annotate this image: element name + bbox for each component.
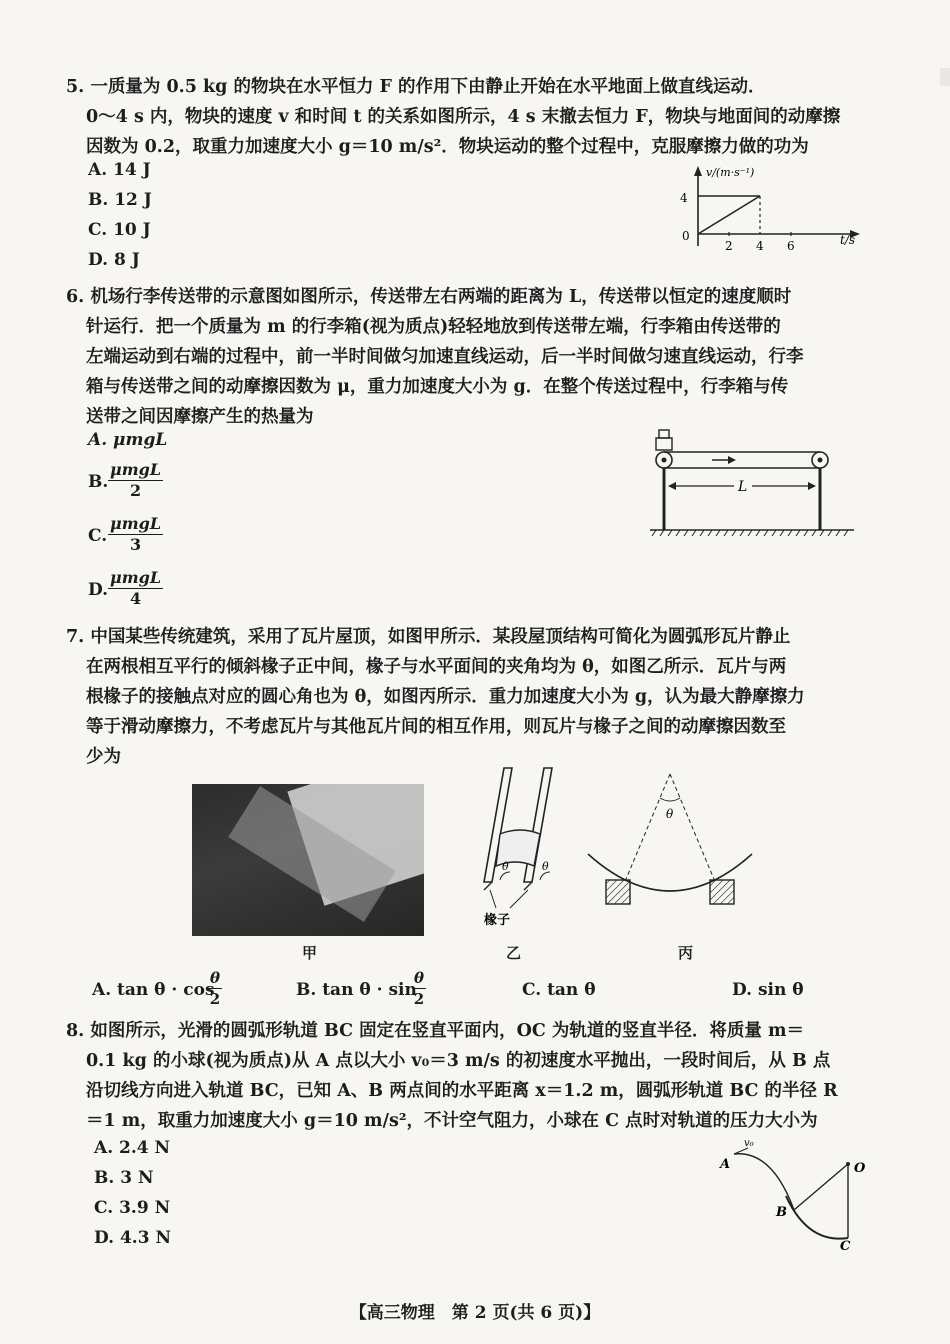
q5-y-label: v/(m·s⁻¹) xyxy=(706,166,755,179)
q7-line-5: 少为 xyxy=(86,747,121,767)
q6-line-2: 针运行．把一个质量为 m 的行李箱(视为质点)轻轻地放到传送带左端，行李箱由传送带的 xyxy=(86,317,781,337)
q6-line-4: 箱与传送带之间的动摩擦因数为 μ，重力加速度大小为 g．在整个传送过程中，行李箱与传 xyxy=(86,377,789,397)
q5-option-a: A. 14 J xyxy=(88,160,151,180)
q5-origin: 0 xyxy=(682,229,690,243)
q5-x-tick-6: 6 xyxy=(787,239,795,253)
edge-mark xyxy=(940,68,950,86)
q7-angle-label-left: θ xyxy=(502,860,509,873)
q7-option-b-text: B. tan θ · sin xyxy=(296,980,417,1000)
q7-photo-roof-tiles xyxy=(192,784,424,936)
q5-option-b: B. 12 J xyxy=(88,190,152,210)
q7-option-a-text: A. tan θ · cos xyxy=(92,980,215,1000)
q5-y-arrow xyxy=(694,166,702,176)
q7-option-d: D. sin θ xyxy=(732,980,804,1000)
question-7 xyxy=(66,622,866,772)
q7-rafter-bases xyxy=(484,882,532,890)
q7-arc-tile-diagram xyxy=(580,768,760,928)
q7-angle-label-right: θ xyxy=(542,860,549,873)
q5-line-1: 5. 一质量为 0.5 kg 的物块在水平恒力 F 的作用下由静止开始在水平地面上做直线运动． xyxy=(66,77,766,97)
q7-rafters-diagram xyxy=(470,762,570,932)
q7-angle-arc-right xyxy=(540,872,550,880)
q7-center-angle-arc xyxy=(660,798,680,801)
q8-label-v0: v₀ xyxy=(744,1138,754,1149)
q8-line-1: 8. 如图所示，光滑的圆弧形轨道 BC 固定在竖直平面内，OC 为轨道的竖直半径．将质量 m＝ xyxy=(66,1021,804,1041)
q6-line-5: 送带之间因摩擦产生的热量为 xyxy=(86,407,314,427)
q7-option-c: C. tan θ xyxy=(522,980,596,1000)
q7-caption-yi: 乙 xyxy=(506,944,522,962)
q6-option-b-den: 2 xyxy=(129,481,142,500)
q7-option-b-den: 2 xyxy=(413,990,425,1008)
q5-option-c: C. 10 J xyxy=(88,220,151,240)
page-footer: 【高三物理 第 2 页(共 6 页)】 xyxy=(349,1303,601,1323)
q6-length-label: L xyxy=(738,479,748,495)
q5-line-2: 0～4 s 内，物块的速度 v 和时间 t 的关系如图所示，4 s 末撤去恒力 F，物块与地面间的动摩擦 xyxy=(86,107,841,127)
q6-option-d-label: D. xyxy=(88,580,109,600)
q5-velocity-time-graph xyxy=(672,162,868,262)
question-5 xyxy=(66,72,866,162)
q7-option-a-den: 2 xyxy=(209,990,221,1008)
q6-option-d-den: 4 xyxy=(129,589,142,608)
q7-caption-bing: 丙 xyxy=(678,944,694,962)
q6-line-1: 6. 机场行李传送带的示意图如图所示，传送带左右两端的距离为 L，传送带以恒定的速度顺时 xyxy=(66,287,792,307)
q6-option-d-num: μmgL xyxy=(110,568,162,587)
q7-option-a xyxy=(92,980,215,1000)
q6-option-c-label: C. xyxy=(88,526,108,546)
q8-line-3: 沿切线方向进入轨道 BC，已知 A、B 两点间的水平距离 x＝1.2 m，圆弧形轨道 BC 的半径 R xyxy=(86,1081,838,1101)
q7-option-b-num: θ xyxy=(414,969,425,987)
q5-v-line xyxy=(698,196,760,234)
q5-line-3: 因数为 0.2，取重力加速度大小 g＝10 m/s²．物块运动的整个过程中，克服摩擦力做的功为 xyxy=(86,137,809,157)
q6-luggage-box xyxy=(656,438,672,450)
q6-option-d-fraction xyxy=(108,568,163,609)
q7-line-3: 根椽子的接触点对应的圆心角也为 θ，如图丙所示．重力加速度大小为 g，认为最大静摩擦力 xyxy=(86,687,805,707)
q8-option-d: D. 4.3 N xyxy=(94,1228,172,1248)
q6-line-3: 左端运动到右端的过程中，前一半时间做匀加速直线运动，后一半时间做匀速直线运动，行李 xyxy=(86,347,804,367)
q5-x-tick-2: 2 xyxy=(725,239,733,253)
q6-direction-arrowhead xyxy=(728,456,736,464)
q8-label-a: A xyxy=(720,1157,731,1172)
q6-option-c-fraction xyxy=(108,514,163,555)
q7-line-1: 7. 中国某些传统建筑，采用了瓦片屋顶，如图甲所示．某段屋顶结构可简化为圆弧形瓦片静止 xyxy=(66,627,791,647)
q7-line-2: 在两根相互平行的倾斜椽子正中间，椽子与水平面间的夹角均为 θ，如图乙所示．瓦片与两 xyxy=(86,657,787,677)
q7-rafter-block-left xyxy=(606,880,630,904)
q7-angle-arc-left xyxy=(500,872,510,880)
q7-option-a-num: θ xyxy=(210,969,221,987)
q6-option-c-den: 3 xyxy=(129,535,142,554)
q8-option-b: B. 3 N xyxy=(94,1168,154,1188)
q8-line-2: 0.1 kg 的小球(视为质点)从 A 点以大小 v₀＝3 m/s 的初速度水平抛出，一段时间后，从 B 点 xyxy=(86,1051,831,1071)
q8-option-c: C. 3.9 N xyxy=(94,1198,171,1218)
q6-right-axle xyxy=(818,458,823,463)
q8-center-point xyxy=(846,1162,850,1166)
q7-line-4: 等于滑动摩擦力，不考虑瓦片与其他瓦片间的相互作用，则瓦片与椽子之间的动摩擦因数至 xyxy=(86,717,786,737)
q6-option-a: A. μmgL xyxy=(88,430,168,450)
q7-pointer-left xyxy=(490,890,496,908)
q8-trajectory-diagram xyxy=(712,1134,872,1250)
q8-radius-ob xyxy=(794,1164,848,1210)
q6-left-axle xyxy=(662,458,667,463)
q7-center-angle-label: θ xyxy=(666,807,674,821)
q7-rafter-block-right xyxy=(710,880,734,904)
q7-option-b xyxy=(296,980,417,1000)
q6-length-right-arrow xyxy=(808,482,816,490)
q6-option-b-label: B. xyxy=(88,472,109,492)
q8-option-a: A. 2.4 N xyxy=(94,1138,171,1158)
q7-caption-jia: 甲 xyxy=(302,944,318,962)
q5-y-tick-4: 4 xyxy=(680,191,688,205)
q5-option-d: D. 8 J xyxy=(88,250,140,270)
q5-x-tick-4: 4 xyxy=(756,239,764,253)
q6-luggage xyxy=(659,430,669,438)
q8-arc-track xyxy=(786,1196,848,1239)
question-8 xyxy=(66,1016,866,1136)
q8-label-b: B xyxy=(776,1205,787,1220)
q6-ground-hatch xyxy=(652,530,848,536)
q6-conveyor-belt-diagram xyxy=(640,424,860,544)
q7-option-a-fraction xyxy=(208,968,222,1009)
q6-length-left-arrow xyxy=(668,482,676,490)
q5-x-label: t/s xyxy=(840,233,856,247)
q8-label-o: O xyxy=(854,1161,866,1176)
q8-label-c: C xyxy=(840,1239,851,1250)
q6-option-b-num: μmgL xyxy=(110,460,162,479)
q7-rafter-label: 椽子 xyxy=(484,913,511,928)
q7-radius-left xyxy=(624,774,670,884)
q7-pointer-right xyxy=(510,890,528,908)
q6-option-c-num: μmgL xyxy=(110,514,162,533)
q8-projectile-path xyxy=(734,1154,794,1210)
q7-radius-right xyxy=(670,774,716,884)
q7-option-b-fraction xyxy=(412,968,426,1009)
question-6 xyxy=(66,282,866,432)
q6-option-b-fraction xyxy=(108,460,163,501)
q8-line-4: ＝1 m，取重力加速度大小 g＝10 m/s²，不计空气阻力，小球在 C 点时对轨道的压力大小为 xyxy=(86,1111,818,1131)
